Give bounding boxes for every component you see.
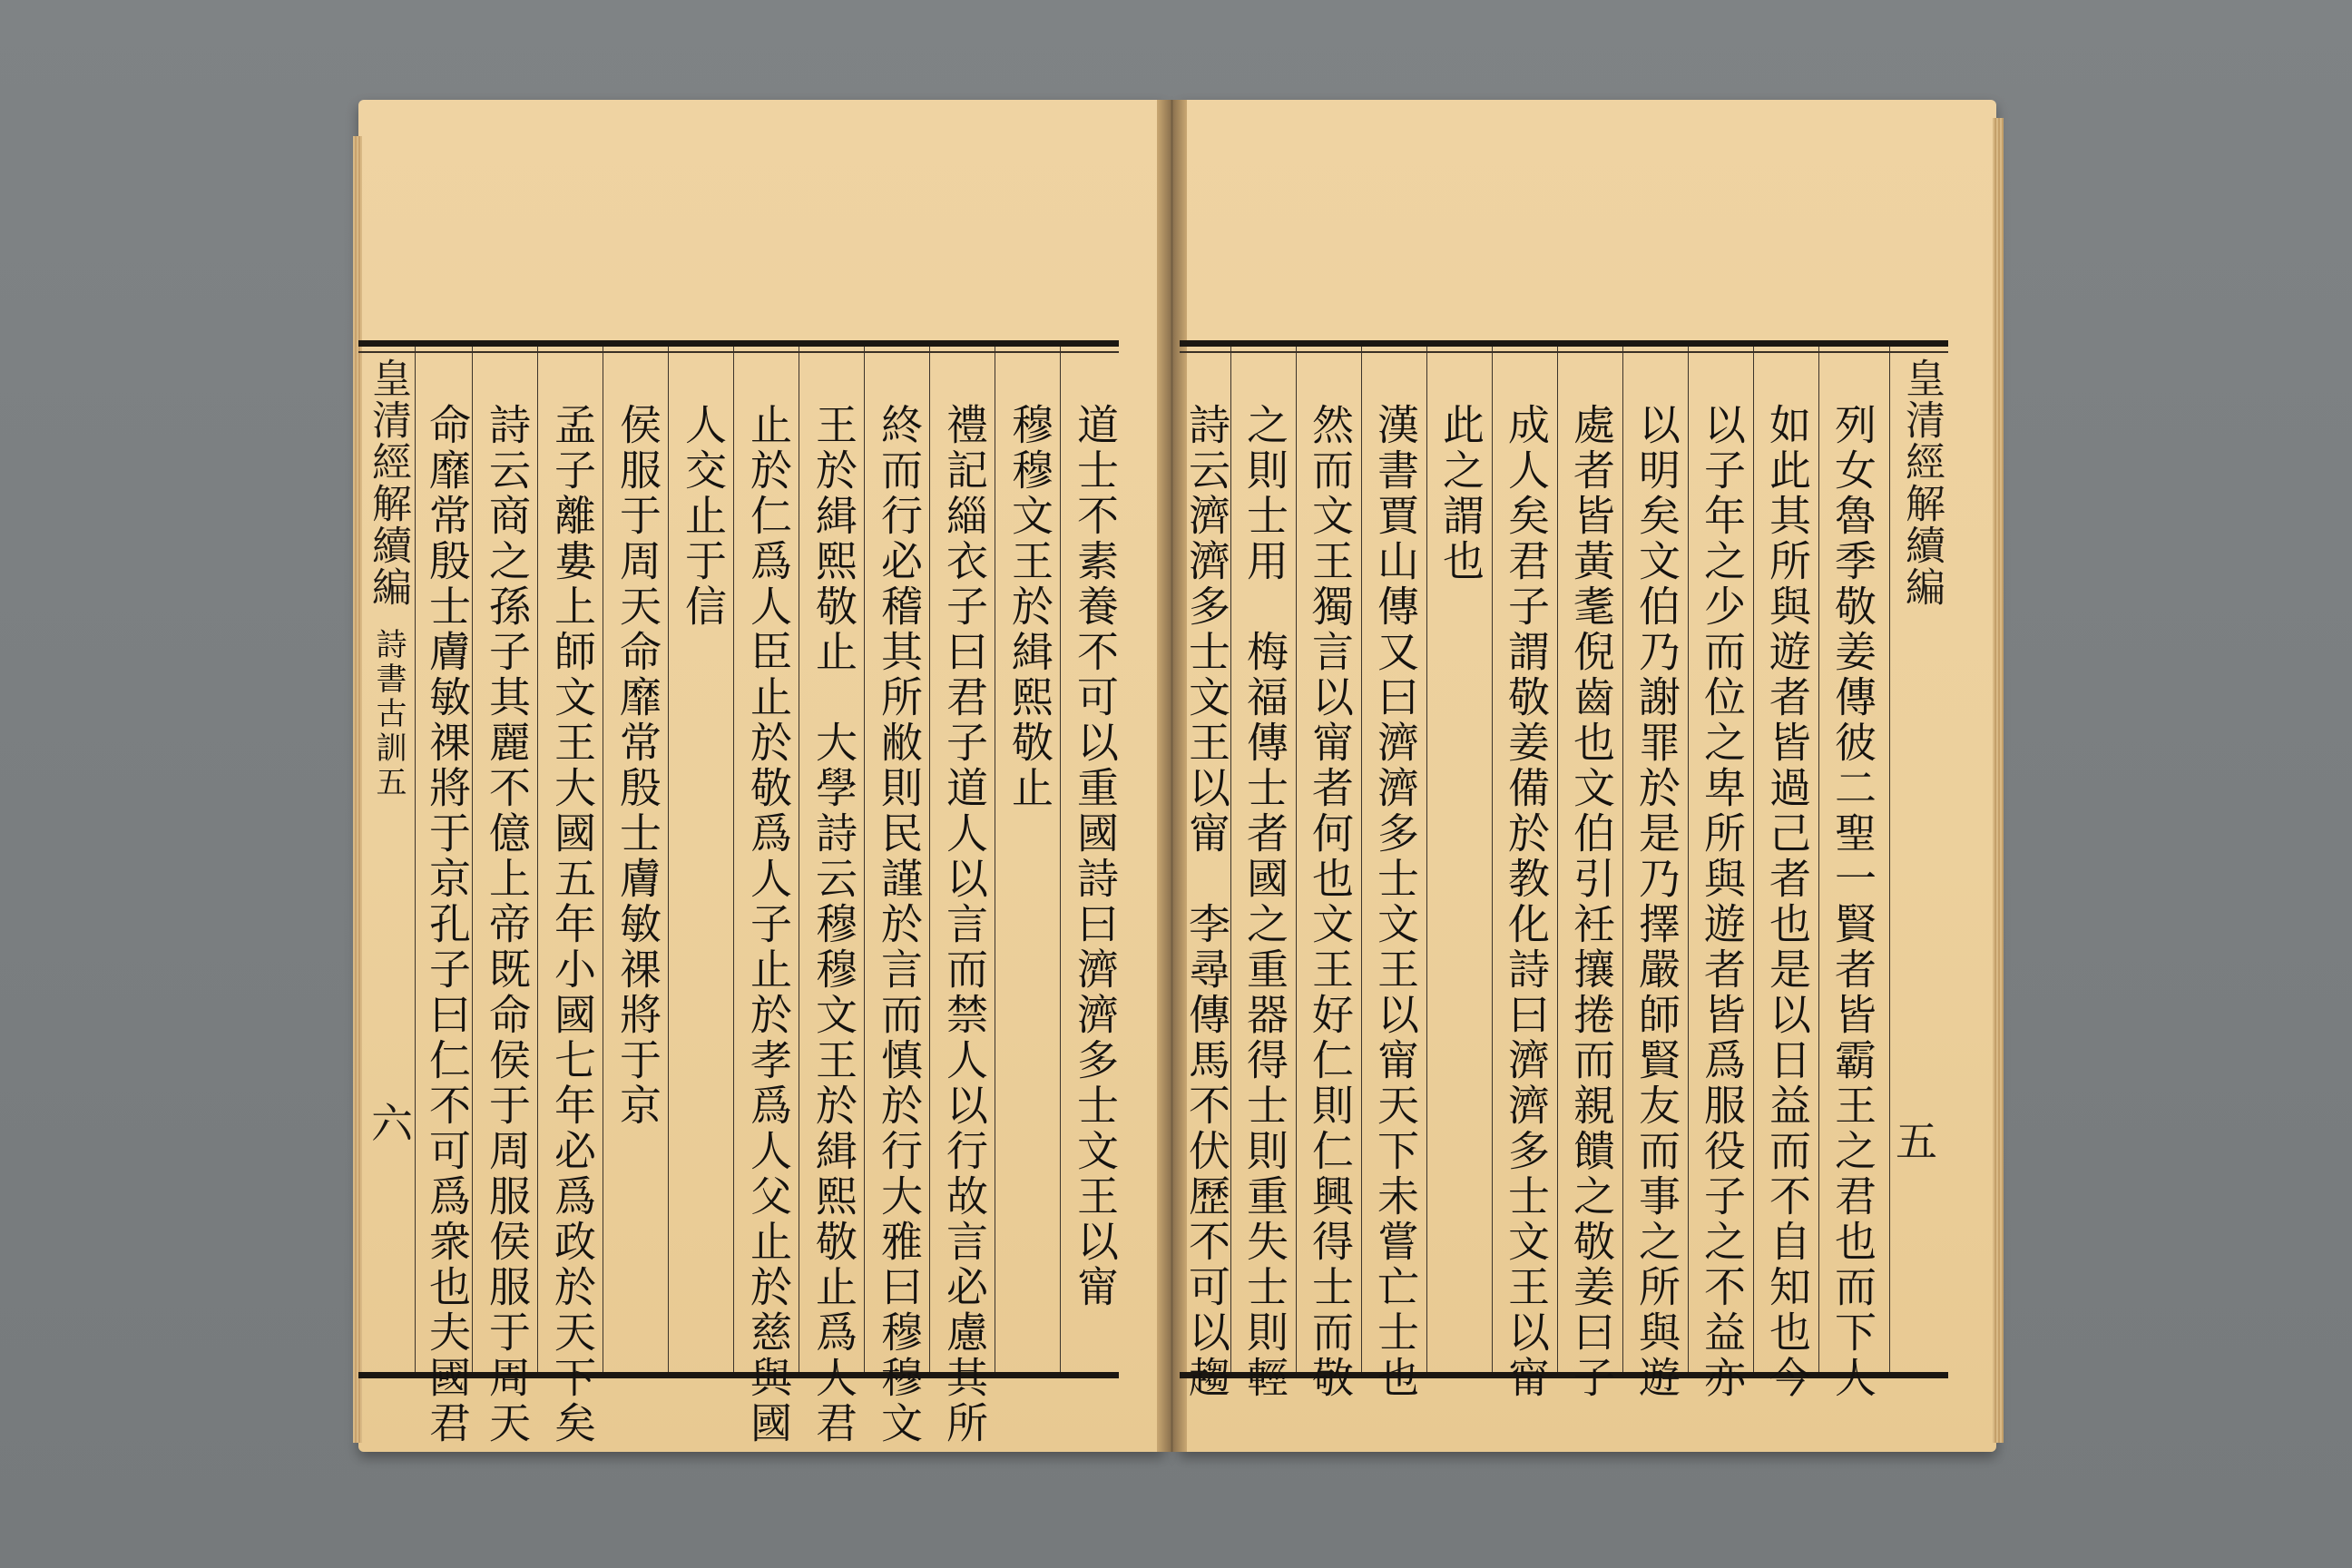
right-text-frame	[1180, 340, 1948, 1401]
left-col-1: 道士不素養不可以重國詩曰濟濟多士文王以甯	[1071, 403, 1120, 1310]
left-banner-chapter: 詩書古訓五	[370, 628, 407, 800]
left-banner-title: 皇清經解續編	[365, 358, 411, 608]
right-col-4: 以明矣文伯乃謝罪於是乃擇嚴師賢友而事之所與遊	[1632, 403, 1681, 1401]
right-col-1: 列女魯季敬姜傳彼二聖一賢者皆霸王之君也而下人	[1828, 403, 1877, 1401]
left-col-4: 終而行必稽其所敝則民謹於言而慎於行大雅曰穆穆文	[875, 403, 924, 1446]
left-col-3: 禮記緇衣子曰君子道人以言而禁人以行故言必慮其所	[940, 403, 989, 1446]
left-col-8: 侯服于周天命靡常殷士膚敏祼將于京	[613, 403, 662, 1129]
right-banner-title: 皇清經解續編	[1898, 358, 1945, 608]
right-col-11: 詩云濟濟多士文王以甯 李尋傳馬不伏歷不可以趨	[1182, 403, 1231, 1401]
left-col-2: 穆穆文王於緝熙敬止	[1005, 403, 1054, 811]
right-col-9: 然而文王獨言以甯者何也文王好仁則仁興得士而敬	[1306, 403, 1355, 1401]
left-page-number: 六	[371, 1099, 413, 1148]
left-col-5: 王於緝熙敬止 大學詩云穆穆文王於緝熙敬止爲人君	[809, 403, 858, 1446]
right-col-6: 成人矣君子謂敬姜備於教化詩曰濟濟多士文王以甯	[1502, 403, 1551, 1401]
right-col-8: 漢書賈山傳又曰濟濟多士文王以甯天下未嘗亡士也	[1371, 403, 1420, 1401]
right-col-5: 處者皆黃耄倪齒也文伯引衽攘捲而親饋之敬姜曰子	[1567, 403, 1616, 1401]
left-col-10: 詩云商之孫子其麗不億上帝既命侯于周服侯服于周天	[483, 403, 532, 1446]
right-col-7: 此之謂也	[1436, 403, 1485, 584]
left-col-9: 孟子離婁上師文王大國五年小國七年必爲政於天下矣	[548, 403, 597, 1446]
right-col-3: 以子年之少而位之卑所與遊者皆爲服役子之不益亦	[1698, 403, 1747, 1401]
right-page-number: 五	[1896, 1117, 1937, 1166]
left-col-11: 命靡常殷士膚敏祼將于京孔子曰仁不可爲衆也夫國君	[423, 403, 472, 1446]
right-col-10: 之則士用 梅福傳士者國之重器得士則重失士則輕	[1240, 403, 1289, 1401]
left-col-6: 止於仁爲人臣止於敬爲人子止於孝爲人父止於慈與國	[744, 403, 793, 1446]
left-text-frame	[358, 340, 1120, 1446]
right-col-2: 如此其所與遊者皆過己者也是以日益而不自知也今	[1763, 403, 1812, 1401]
left-col-7: 人交止于信	[679, 403, 728, 630]
open-book	[358, 91, 2001, 1465]
right-banner	[1892, 358, 1948, 1363]
